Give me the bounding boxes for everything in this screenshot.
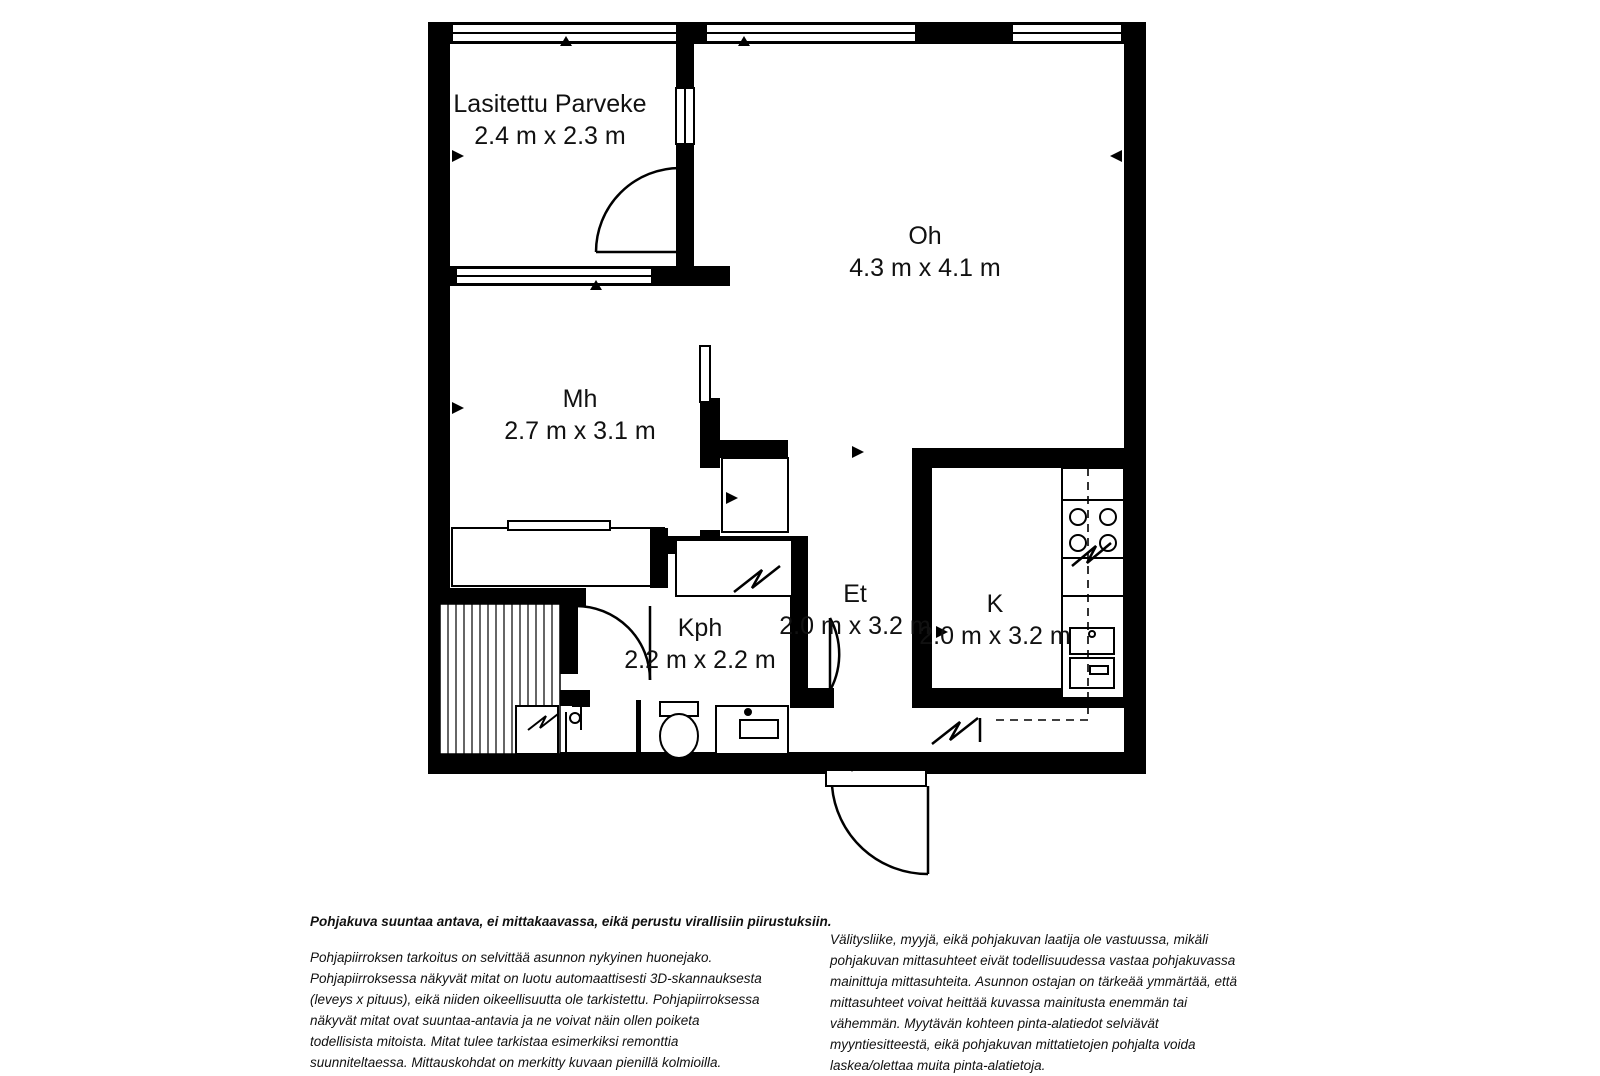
room-name-et: Et [843,580,867,608]
et-door-hall [828,618,839,694]
sauna-benches [440,604,560,754]
room-dims-mh: 2.7 m x 3.1 m [504,417,656,445]
window-top-livingroom-2 [1012,24,1122,42]
shower-fixture [566,706,590,752]
front-door [826,770,928,874]
kitchen-sink [1070,628,1114,688]
room-dims-parveke: 2.4 m x 2.3 m [474,122,626,150]
kph-door [576,606,650,680]
mh-wardrobe [452,521,664,586]
window-top-livingroom-1 [706,24,916,42]
mh-sliding-door [700,346,710,402]
toilet-fixture [660,702,698,758]
room-dims-oh: 4.3 m x 4.1 m [849,254,1001,282]
room-name-mh: Mh [562,385,598,413]
room-name-parveke: Lasitettu Parveke [453,90,647,118]
room-dims-et: 2.0 m x 3.2 m [779,612,931,640]
window-mh-balcony [456,268,652,284]
kitchen-door [932,718,980,744]
room-dims-kph: 2.2 m x 2.2 m [624,646,776,674]
kph-glass-wall [636,700,641,754]
room-dims-k: 2.0 m x 3.2 m [919,622,1071,650]
disclaimer-title: Pohjakuva suuntaa antava, ei mittakaavassa, eikä perustu virallisiin piirustuksiin. [310,914,832,929]
room-name-k: K [986,590,1004,618]
disclaimer-right-text: Välitysliike, myyjä, eikä pohjakuvan laatija ole vastuussa, mikäli pohjakuvan mittasuhteet eivät todellisuudessa vastaa pohjakuvassa mainittuja mittasuhteita. Asunnon ostajan on tärkeää ymmärtää, että mittasuhteet voivat heittää kuvassa mainitusta enemmän tai vähemmän. Myytävän kohteen pinta-alatiedot selviävät myyntiesitteestä, eikä pohjakuvan mittatietojen pohjalta voida laskea/olettaa muita pinta-alatietoja. [830,932,1237,1073]
vanity-fixture [716,706,788,754]
room-name-oh: Oh [908,222,942,250]
et-closet-door [676,540,792,596]
mh-wardrobe-divider [650,528,668,588]
room-name-kph: Kph [677,614,723,642]
disclaimer-left-text: Pohjapiirroksen tarkoitus on selvittää asunnon nykyinen huonejako. Pohjapiirroksessa näkyvät mitat on luotu automaattisesti 3D-skannauksesta (leveys x pituus), eikä niiden oikeellisuutta ole tarkistettu. Pohjapiirroksessa näkyvät mitat ovat suuntaa-antavia ja ne voivat näin ollen poiketa todellisista mitoista. Mitat tulee tarkistaa esimerkiksi remonttia suunniteltaessa. Mittauskohdat on merkitty kuvaan pienillä kolmioilla. [310,950,762,1070]
